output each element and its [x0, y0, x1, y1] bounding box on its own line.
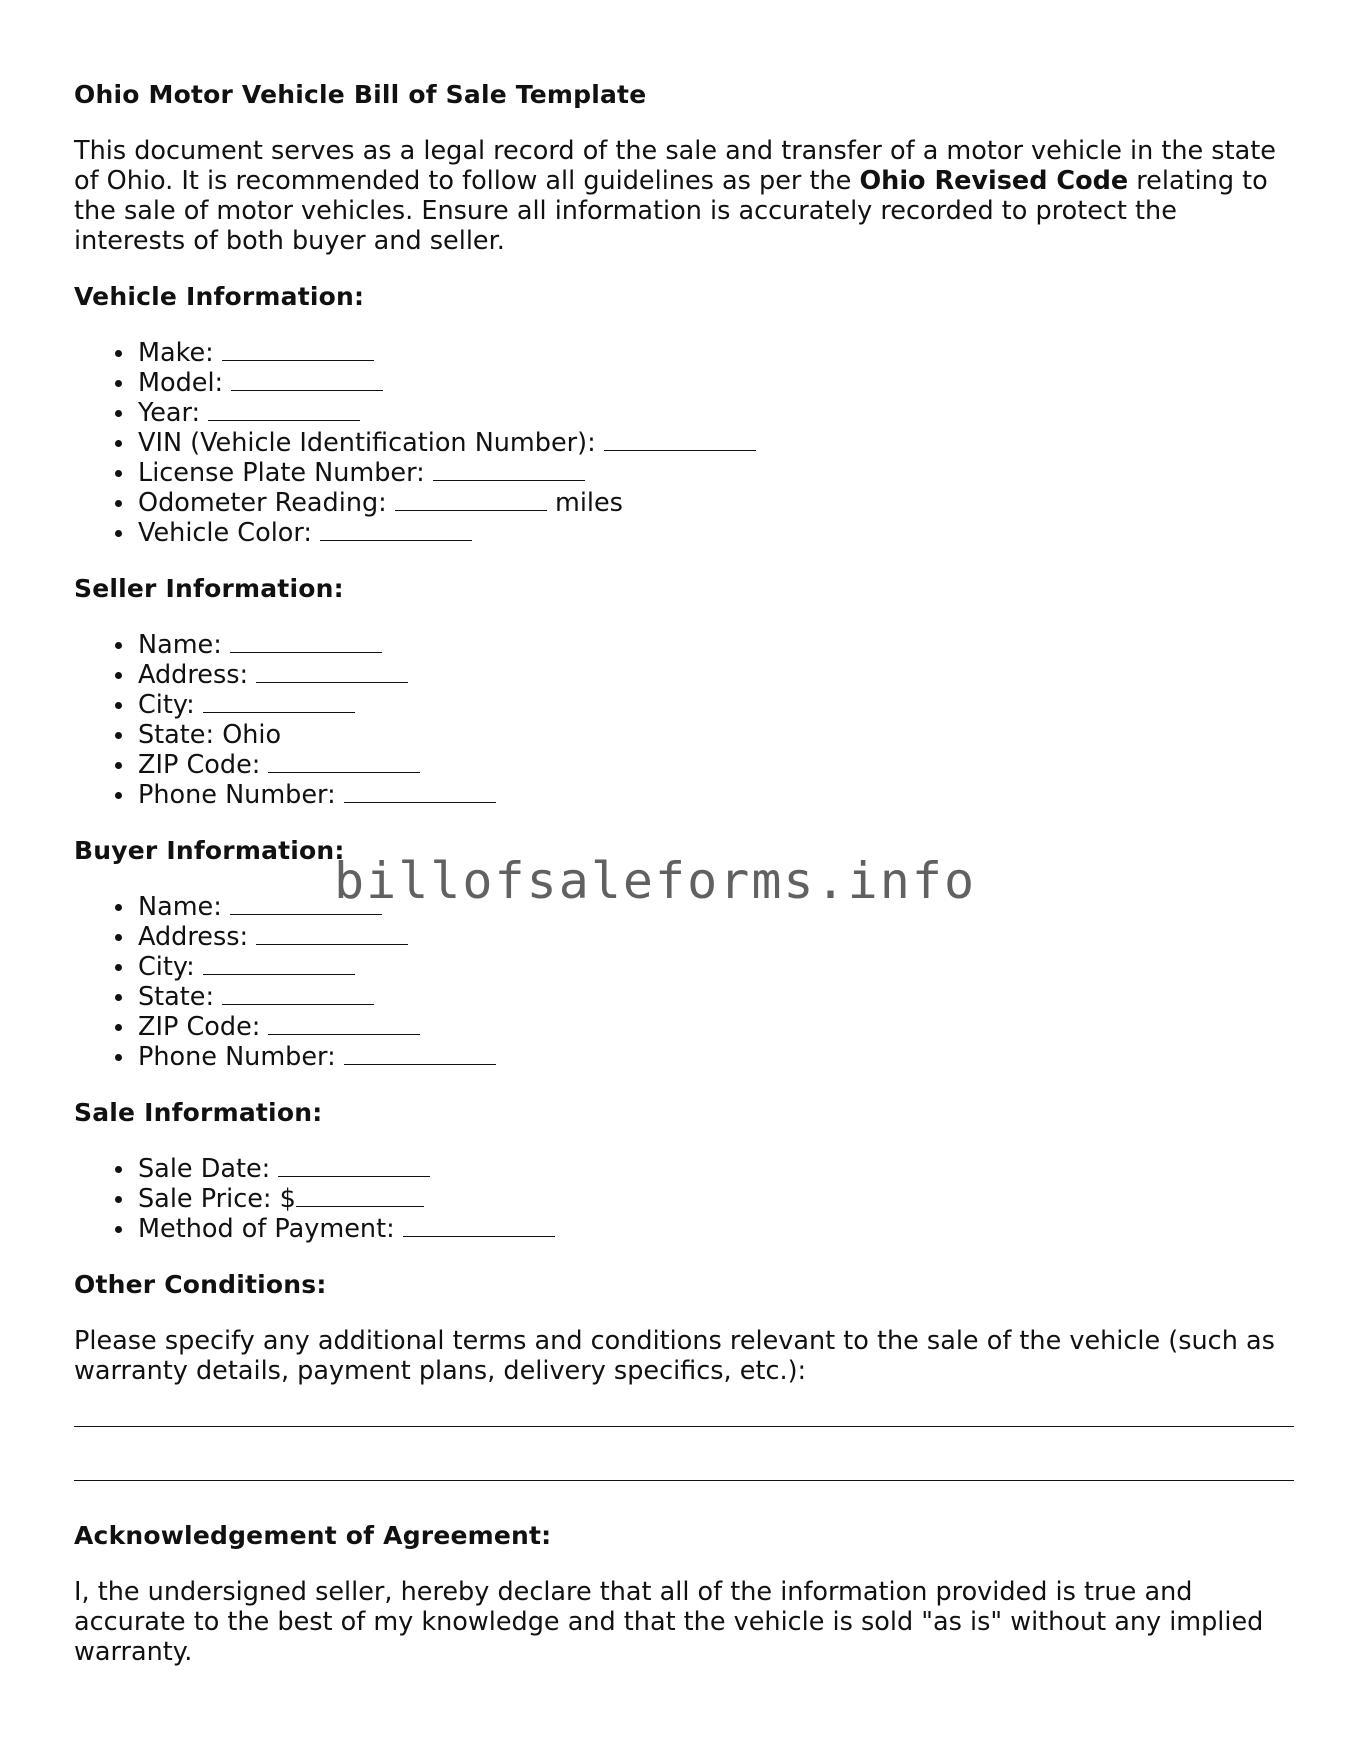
blank-line — [231, 368, 383, 391]
acknowledgement-paragraph: I, the undersigned seller, hereby declare that all of the information provided is true and accurate to the best of my knowledge and that the vehicle is sold "as is" without any implied warranty. — [74, 1577, 1264, 1667]
field-odometer — [138, 488, 1294, 518]
field-label: City: — [138, 952, 195, 982]
conditions-blank-line-2 — [74, 1480, 1294, 1481]
intro-paragraph — [74, 136, 1294, 256]
document-title: Ohio Motor Vehicle Bill of Sale Template — [74, 80, 647, 109]
field-seller-address — [138, 660, 1294, 690]
field-make — [138, 338, 1294, 368]
field-payment-method — [138, 1214, 1294, 1244]
field-vin — [138, 428, 1294, 458]
conditions-paragraph: Please specify any additional terms and conditions relevant to the sale of the vehicle (such as warranty details, payment plans, delivery specifics, etc.): — [74, 1326, 1275, 1386]
blank-line — [395, 488, 547, 511]
field-label: Address: — [138, 660, 249, 690]
blank-line — [604, 428, 756, 451]
vehicle-section-heading: Vehicle Information: — [74, 282, 365, 311]
field-label: Phone Number: — [138, 1042, 336, 1072]
field-buyer-state — [138, 982, 1294, 1012]
field-year — [138, 398, 1294, 428]
field-buyer-address — [138, 922, 1294, 952]
acknowledgement-section-heading: Acknowledgement of Agreement: — [74, 1521, 552, 1550]
field-model — [138, 368, 1294, 398]
blank-line — [203, 690, 355, 713]
blank-line — [222, 338, 374, 361]
blank-line — [230, 630, 382, 653]
field-label: State: Ohio — [138, 720, 282, 750]
intro-text-start: This document serves as a legal record of the sale and transfer of a motor vehicle in the state of Ohio. It is recommended to follow all guidelines as per the — [74, 136, 1276, 196]
field-label: Odometer Reading: — [138, 488, 387, 518]
field-suffix: miles — [554, 488, 623, 518]
blank-line — [278, 1154, 430, 1177]
blank-line — [344, 780, 496, 803]
blank-line — [296, 1184, 424, 1207]
blank-line — [268, 750, 420, 773]
conditions-blank-line-1 — [74, 1426, 1294, 1427]
seller-section-heading: Seller Information: — [74, 574, 344, 603]
blank-line — [222, 982, 374, 1005]
intro-text-end: relating to the sale of motor vehicles. Ensure all information is accurately recorded to protect the interests of both buyer and seller. — [74, 166, 1268, 256]
blank-line — [320, 518, 472, 541]
field-label: ZIP Code: — [138, 1012, 261, 1042]
watermark-text: billofsaleforms.info — [334, 852, 977, 910]
field-label: Name: — [138, 892, 222, 922]
field-label: Vehicle Color: — [138, 518, 313, 548]
blank-line — [344, 1042, 496, 1065]
field-label: Model: — [138, 368, 224, 398]
blank-line — [268, 1012, 420, 1035]
field-label: Phone Number: — [138, 780, 336, 810]
field-seller-city — [138, 690, 1294, 720]
blank-line — [403, 1214, 555, 1237]
field-label: Name: — [138, 630, 222, 660]
field-label: Sale Date: — [138, 1154, 271, 1184]
field-buyer-zip — [138, 1012, 1294, 1042]
field-label: ZIP Code: — [138, 750, 261, 780]
field-buyer-city — [138, 952, 1294, 982]
buyer-field-list — [74, 892, 1294, 1072]
field-label: Sale Price: $ — [138, 1184, 296, 1214]
buyer-section-heading: Buyer Information: — [74, 836, 345, 865]
blank-line — [256, 660, 408, 683]
field-buyer-phone — [138, 1042, 1294, 1072]
field-label: VIN (Vehicle Identification Number): — [138, 428, 596, 458]
intro-bold-reference: Ohio Revised Code — [859, 166, 1129, 196]
field-label: State: — [138, 982, 215, 1012]
field-vehicle-color — [138, 518, 1294, 548]
blank-line — [208, 398, 360, 421]
conditions-section-heading: Other Conditions: — [74, 1270, 327, 1299]
field-license-plate — [138, 458, 1294, 488]
field-sale-date — [138, 1154, 1294, 1184]
seller-field-list — [74, 630, 1294, 810]
blank-line — [433, 458, 585, 481]
field-label: City: — [138, 690, 195, 720]
blank-line — [203, 952, 355, 975]
field-seller-zip — [138, 750, 1294, 780]
field-seller-phone — [138, 780, 1294, 810]
field-label: Make: — [138, 338, 214, 368]
field-label: License Plate Number: — [138, 458, 425, 488]
field-seller-state — [138, 720, 1294, 750]
field-label: Address: — [138, 922, 249, 952]
field-seller-name — [138, 630, 1294, 660]
vehicle-field-list — [74, 338, 1294, 548]
blank-line — [256, 922, 408, 945]
field-sale-price — [138, 1184, 1294, 1214]
field-label: Method of Payment: — [138, 1214, 395, 1244]
sale-section-heading: Sale Information: — [74, 1098, 323, 1127]
field-label: Year: — [138, 398, 201, 428]
sale-field-list — [74, 1154, 1294, 1244]
